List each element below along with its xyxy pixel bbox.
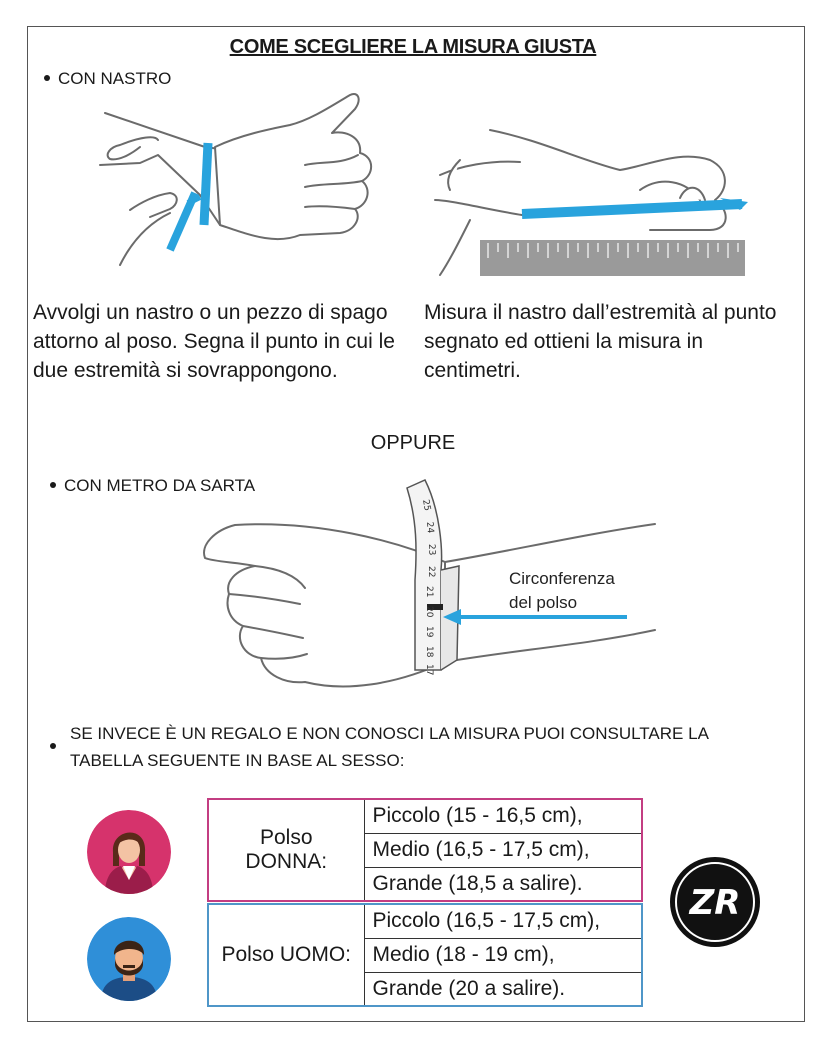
men-size-small: Piccolo (16,5 - 17,5 cm), [364, 904, 642, 938]
gift-note [50, 720, 750, 774]
men-label: Polso UOMO: [208, 904, 364, 1006]
woman-avatar [87, 810, 171, 894]
page-title: COME SCEGLIERE LA MISURA GIUSTA [229, 36, 597, 58]
tape-number: 18 [424, 646, 434, 658]
tape-number: 19 [424, 626, 434, 638]
step2-instruction: Misura il nastro dall’estremità al punto segnato ed ottieni la misura in centimetri. [424, 301, 777, 382]
bullet-dot [44, 75, 50, 81]
women-size-medium: Medio (16,5 - 17,5 cm), [364, 833, 642, 867]
bullet-label: CON METRO DA SARTA [64, 476, 256, 495]
circumference-label-line1: Circonferenza [509, 569, 615, 588]
men-size-large: Grande (20 a salire). [372, 976, 566, 1000]
bullet-dot [50, 743, 56, 749]
tape-number: 25 [420, 498, 432, 512]
tape-number: 22 [426, 566, 436, 578]
tape-number: 20 [424, 606, 434, 618]
gift-note-text: SE INVECE È UN REGALO E NON CONOSCI LA MISURA PUOI CONSULTARE LA TABELLA SEGUENTE IN BASE AL SESSO: [70, 724, 708, 770]
tape-number: 17 [424, 664, 434, 676]
tape-number: 23 [426, 543, 437, 556]
table-row [208, 799, 642, 833]
women-size-large: Grande (18,5 a salire). [372, 871, 583, 895]
oppure-separator: OPPURE [370, 432, 456, 454]
men-size-medium: Medio (18 - 19 cm), [364, 938, 642, 972]
table-row [208, 904, 642, 938]
circumference-label-line2: del polso [509, 593, 578, 612]
man-avatar [87, 917, 171, 1001]
logo-text: ZR [689, 883, 741, 923]
women-label: Polso DONNA: [208, 799, 364, 901]
step1-instruction: Avvolgi un nastro o un pezzo di spago attorno al poso. Segna il punto in cui le due estremità si sovrappongono. [33, 301, 395, 382]
women-size-table [207, 798, 643, 902]
tape-number: 21 [424, 586, 434, 598]
tape-number: 24 [424, 521, 435, 534]
brand-logo [669, 856, 761, 948]
men-size-table [207, 903, 643, 1007]
bullet-label: CON NASTRO [58, 69, 172, 88]
ruler-measure-illustration [430, 80, 750, 280]
wrist-ribbon-illustration [100, 85, 380, 280]
women-size-small: Piccolo (15 - 16,5 cm), [364, 799, 642, 833]
bullet-dot [50, 482, 56, 488]
